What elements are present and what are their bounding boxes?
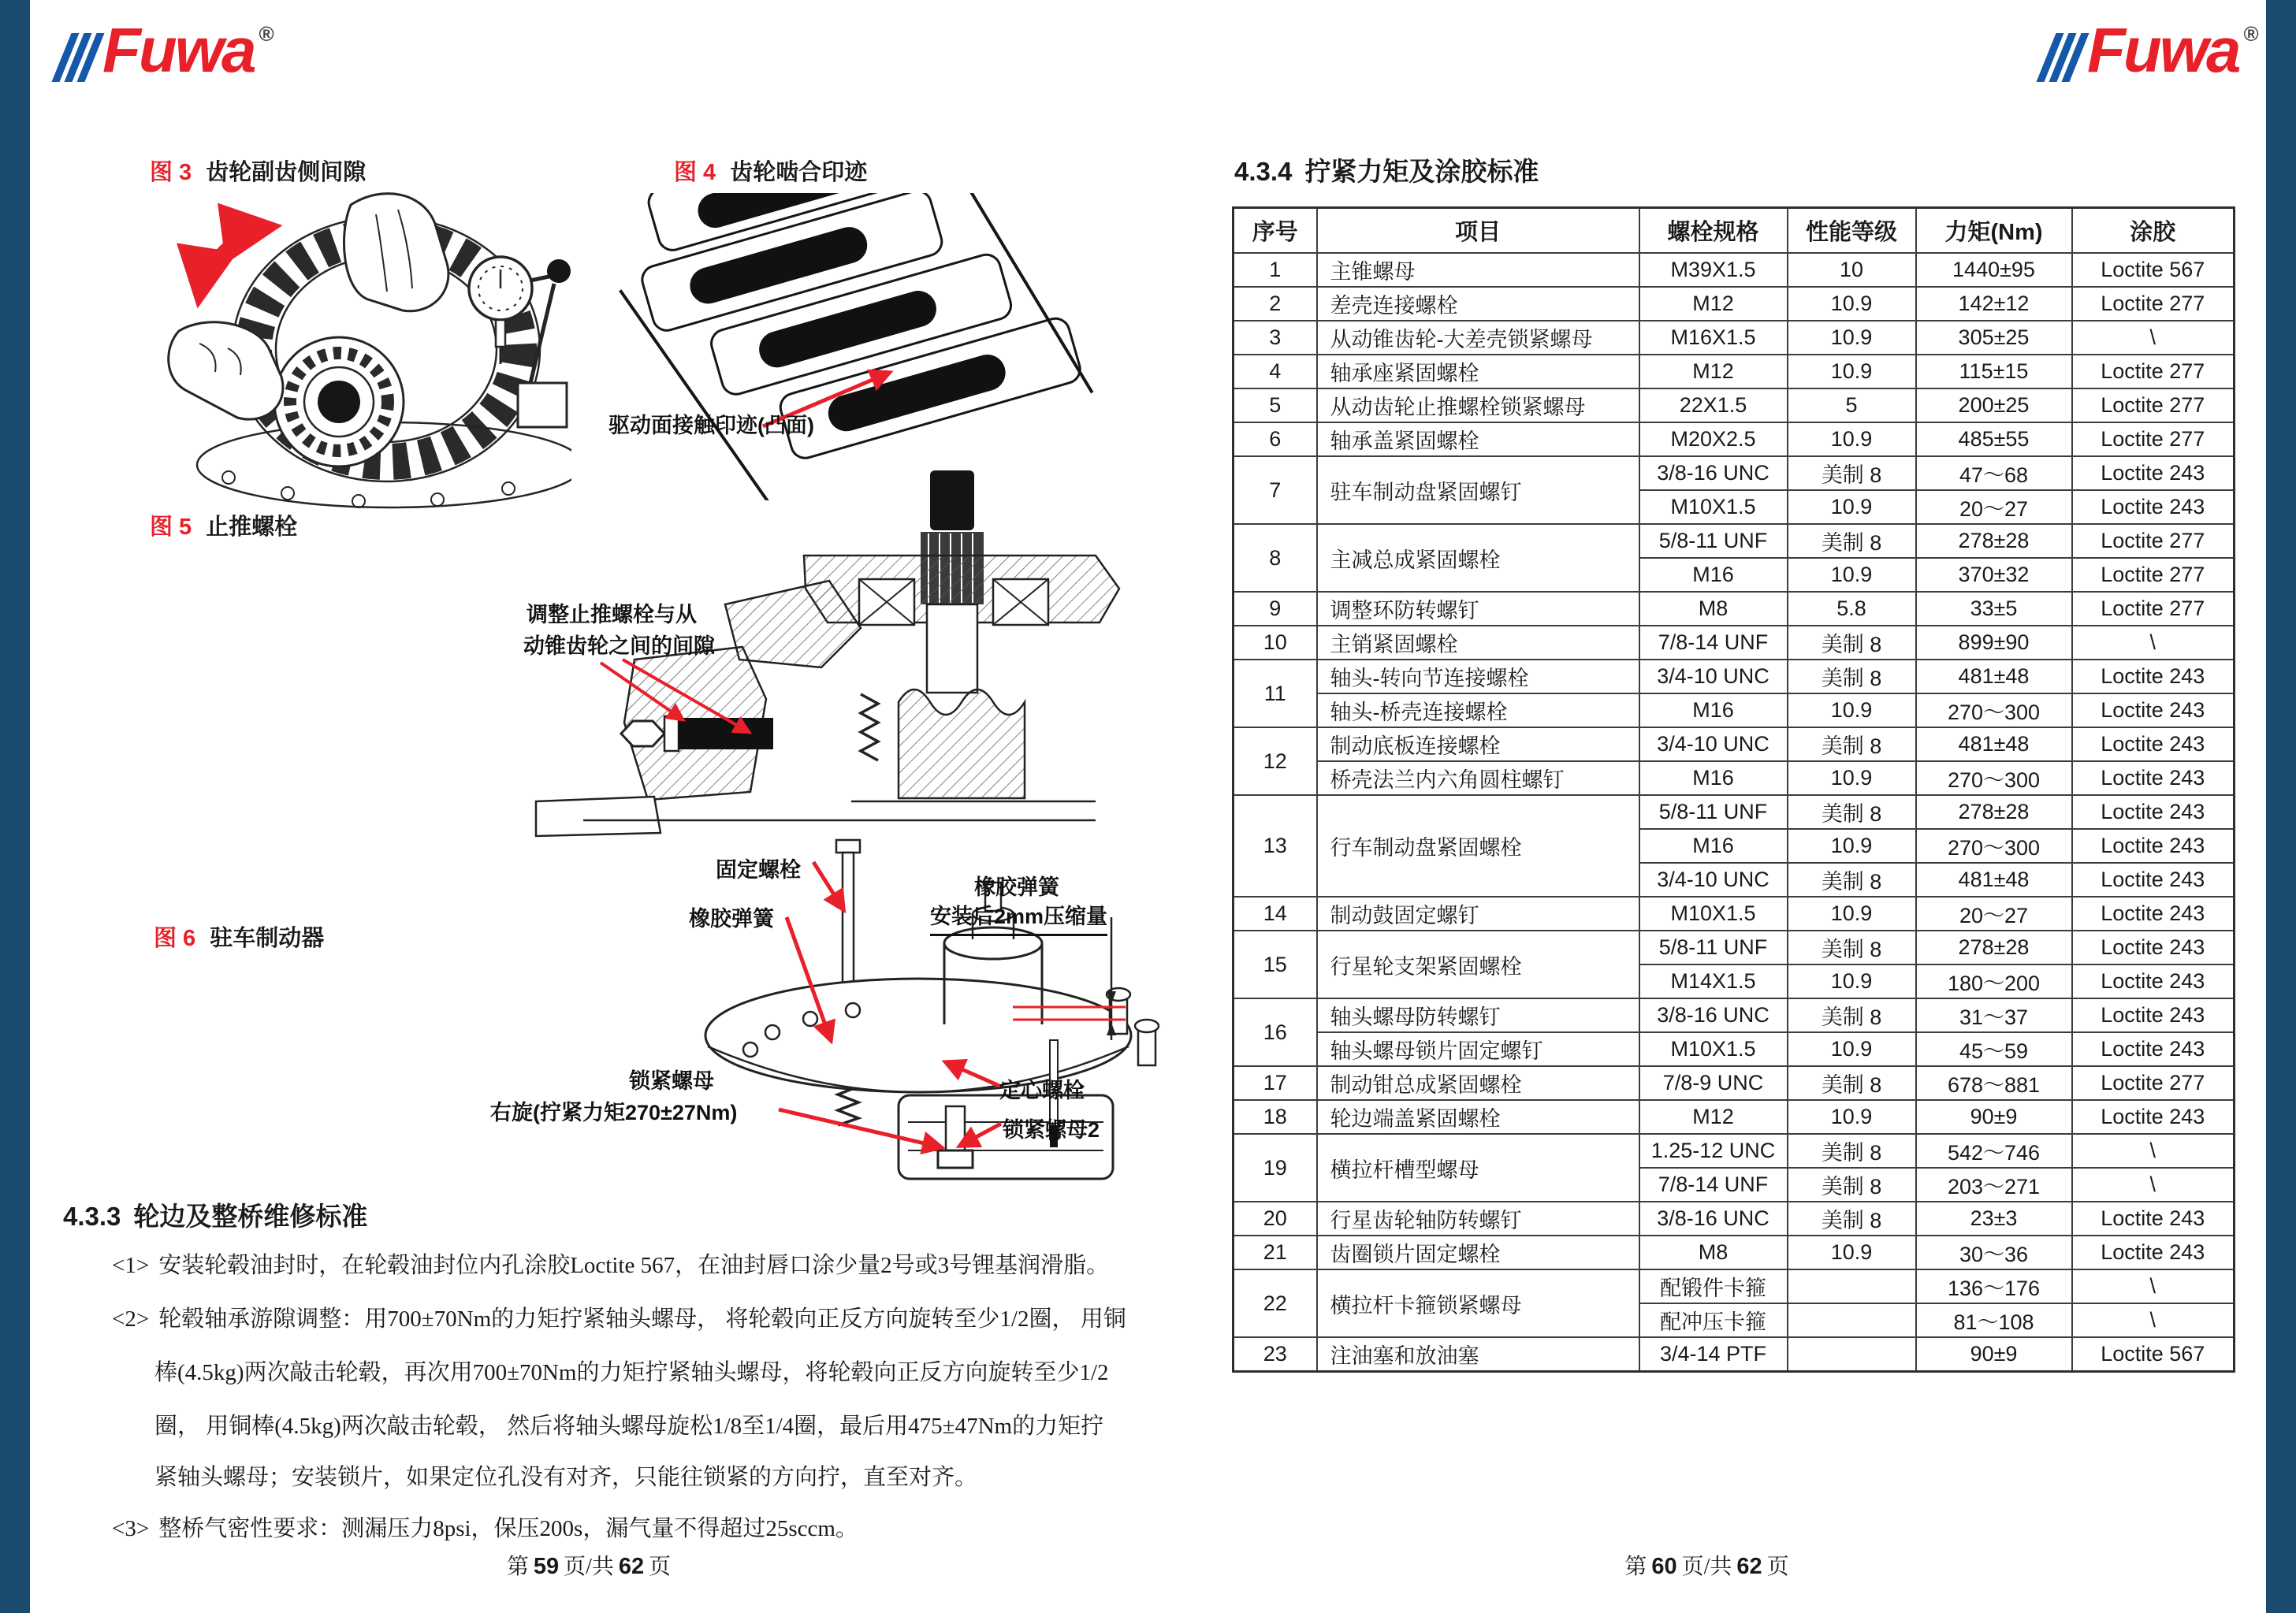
table-cell: 10.9	[1788, 490, 1916, 524]
table-row	[1234, 727, 2235, 761]
table-cell: 485±55	[1916, 422, 2072, 456]
table-cell: M8	[1639, 592, 1788, 626]
table-cell: 美制 8	[1788, 1134, 1916, 1168]
table-cell: \	[2072, 1269, 2235, 1303]
table-cell: 30～36	[1916, 1236, 2072, 1269]
table-cell: 5	[1788, 388, 1916, 422]
table-cell: 3	[1234, 321, 1317, 355]
logo-wordmark: Fuwa	[102, 15, 255, 85]
table-cell: M10X1.5	[1639, 490, 1788, 524]
table-cell: 10.9	[1788, 558, 1916, 592]
table-cell: 行星轮支架紧固螺栓	[1317, 931, 1639, 998]
table-cell: Loctite 277	[2072, 388, 2235, 422]
paragraph-2-line1	[112, 1301, 1126, 1333]
table-row	[1234, 422, 2235, 456]
figure4-caption-text: 齿轮啮合印迹	[730, 160, 868, 185]
table-cell: 1	[1234, 253, 1317, 287]
figure5-tag: 图 5	[150, 515, 192, 540]
table-row	[1234, 388, 2235, 422]
table-cell: 481±48	[1916, 863, 2072, 897]
figure4-caption	[674, 154, 867, 187]
table-cell: 差壳连接螺栓	[1317, 287, 1639, 321]
table-cell: 136～176	[1916, 1269, 2072, 1303]
table-cell: 13	[1234, 795, 1317, 897]
table-cell: Loctite 243	[2072, 1032, 2235, 1066]
figure5-caption	[150, 509, 297, 541]
table-row	[1234, 931, 2235, 964]
table-row	[1234, 1337, 2235, 1372]
table-cell: 美制 8	[1788, 931, 1916, 964]
header-item: 项目	[1317, 208, 1639, 254]
table-cell: 1440±95	[1916, 253, 2072, 287]
table-cell: Loctite 243	[2072, 863, 2235, 897]
figure3-tag: 图 3	[150, 160, 192, 185]
table-cell: M14X1.5	[1639, 964, 1788, 998]
table-row	[1234, 1032, 2235, 1066]
table-cell: 5	[1234, 388, 1317, 422]
section-434-number: 4.3.4	[1234, 157, 1293, 186]
figure6-lock-nut2-label: 锁紧螺母2	[1003, 1118, 1100, 1142]
table-cell: 美制 8	[1788, 1066, 1916, 1100]
table-row	[1234, 1269, 2235, 1303]
figure6-compression-label: 安装后2mm压缩量	[930, 899, 1107, 936]
table-cell: 美制 8	[1788, 626, 1916, 660]
table-cell: M10X1.5	[1639, 897, 1788, 931]
table-cell: 10.9	[1788, 1100, 1916, 1134]
table-cell: 45～59	[1916, 1032, 2072, 1066]
table-cell: 20～27	[1916, 897, 2072, 931]
table-row	[1234, 761, 2235, 795]
table-cell: Loctite 243	[2072, 998, 2235, 1032]
table-cell: 20	[1234, 1202, 1317, 1236]
header-no: 序号	[1234, 208, 1317, 254]
right-total-pages: 62	[1736, 1554, 1762, 1579]
header-spec: 螺栓规格	[1639, 208, 1788, 254]
table-cell: \	[2072, 321, 2235, 355]
table-cell: Loctite 277	[2072, 422, 2235, 456]
figure6-tag: 图 6	[154, 926, 196, 951]
table-cell	[1788, 1303, 1916, 1337]
table-cell: 10.9	[1788, 321, 1916, 355]
left-page-number: 59	[533, 1554, 560, 1579]
table-cell: 542～746	[1916, 1134, 2072, 1168]
table-row	[1234, 626, 2235, 660]
table-cell: 从动锥齿轮-大差壳锁紧螺母	[1317, 321, 1639, 355]
table-cell: 10.9	[1788, 829, 1916, 863]
table-cell: 33±5	[1916, 592, 2072, 626]
table-cell: 115±15	[1916, 355, 2072, 388]
table-cell: 11	[1234, 660, 1317, 727]
table-cell: 3/8-16 UNC	[1639, 456, 1788, 490]
table-row	[1234, 287, 2235, 321]
paragraph-3	[112, 1511, 858, 1543]
table-cell: Loctite 567	[2072, 253, 2235, 287]
table-cell: \	[2072, 1134, 2235, 1168]
paragraph-2-line3: 圈， 用铜棒(4.5kg)两次敲击轮毂， 然后将轴头螺母旋松1/8至1/4圈，最后用475±47Nm的力矩拧	[154, 1414, 1104, 1439]
table-cell: 调整环防转螺钉	[1317, 592, 1639, 626]
table-cell: 配锻件卡箍	[1639, 1269, 1788, 1303]
table-cell: Loctite 243	[2072, 897, 2235, 931]
table-cell: 制动钳总成紧固螺栓	[1317, 1066, 1639, 1100]
table-cell: 10.9	[1788, 1236, 1916, 1269]
table-cell: M16	[1639, 829, 1788, 863]
paragraph-3-text: 整桥气密性要求：测漏压力8psi，保压200s，漏气量不得超过25sccm。	[158, 1516, 858, 1541]
table-cell: 美制 8	[1788, 524, 1916, 558]
table-cell: 7/8-9 UNC	[1639, 1066, 1788, 1100]
table-cell: 7/8-14 UNF	[1639, 1168, 1788, 1202]
table-cell: 齿圈锁片固定螺栓	[1317, 1236, 1639, 1269]
table-cell: 3/4-10 UNC	[1639, 727, 1788, 761]
table-cell: M16	[1639, 693, 1788, 727]
table-cell: 轴头-转向节连接螺栓	[1317, 660, 1639, 693]
table-cell: 81～108	[1916, 1303, 2072, 1337]
figure4-tag: 图 4	[674, 160, 716, 185]
header-glue: 涂胶	[2072, 208, 2235, 254]
table-cell: Loctite 277	[2072, 1066, 2235, 1100]
table-cell: Loctite 277	[2072, 592, 2235, 626]
table-cell: Loctite 277	[2072, 355, 2235, 388]
table-cell: 370±32	[1916, 558, 2072, 592]
table-cell: 轴头螺母防转螺钉	[1317, 998, 1639, 1032]
table-cell: 横拉杆槽型螺母	[1317, 1134, 1639, 1202]
table-cell: Loctite 243	[2072, 931, 2235, 964]
table-cell: 10.9	[1788, 422, 1916, 456]
table-cell: 481±48	[1916, 727, 2072, 761]
table-cell: 行星齿轮轴防转螺钉	[1317, 1202, 1639, 1236]
table-cell: 19	[1234, 1134, 1317, 1202]
table-cell: 899±90	[1916, 626, 2072, 660]
table-cell: 10.9	[1788, 761, 1916, 795]
table-cell: Loctite 243	[2072, 1236, 2235, 1269]
header-torque: 力矩(Nm)	[1916, 208, 2072, 254]
logo-wordmark: Fuwa	[2087, 15, 2239, 85]
table-cell: Loctite 277	[2072, 287, 2235, 321]
table-cell: 美制 8	[1788, 660, 1916, 693]
table-cell: 横拉杆卡箍锁紧螺母	[1317, 1269, 1639, 1337]
table-cell: 678～881	[1916, 1066, 2072, 1100]
table-cell: 2	[1234, 287, 1317, 321]
paragraph-1-text: 安装轮毂油封时，在轮毂油封位内孔涂胶Loctite 567，在油封唇口涂少量2号或3号锂基润滑脂。	[158, 1253, 1110, 1278]
table-cell: 200±25	[1916, 388, 2072, 422]
table-cell: 270～300	[1916, 693, 2072, 727]
table-row	[1234, 1134, 2235, 1168]
table-cell: 1.25-12 UNC	[1639, 1134, 1788, 1168]
table-cell: Loctite 243	[2072, 1202, 2235, 1236]
table-row	[1234, 355, 2235, 388]
table-cell: 12	[1234, 727, 1317, 795]
table-cell: 桥壳法兰内六角圆柱螺钉	[1317, 761, 1639, 795]
table-cell: 行车制动盘紧固螺栓	[1317, 795, 1639, 897]
table-cell: 180～200	[1916, 964, 2072, 998]
table-cell: 美制 8	[1788, 727, 1916, 761]
table-cell: 美制 8	[1788, 1202, 1916, 1236]
table-cell: 10.9	[1788, 964, 1916, 998]
registered-mark: ®	[259, 22, 274, 46]
paragraph-3-marker: <3>	[112, 1516, 150, 1541]
figure6-caption-text: 驻车制动器	[210, 926, 325, 951]
right-page-number: 60	[1651, 1554, 1677, 1579]
table-cell: 17	[1234, 1066, 1317, 1100]
table-cell: 5.8	[1788, 592, 1916, 626]
table-cell: Loctite 243	[2072, 795, 2235, 829]
table-cell: Loctite 243	[2072, 964, 2235, 998]
table-cell: 90±9	[1916, 1100, 2072, 1134]
table-cell: 278±28	[1916, 795, 2072, 829]
figure4-drawing	[552, 193, 1139, 500]
table-cell: 23±3	[1916, 1202, 2072, 1236]
table-cell: 轴承盖紧固螺栓	[1317, 422, 1639, 456]
table-row	[1234, 795, 2235, 829]
section-433-number: 4.3.3	[63, 1202, 121, 1231]
table-cell: Loctite 243	[2072, 761, 2235, 795]
figure5-caption-text: 止推螺栓	[206, 515, 298, 540]
table-cell	[1788, 1269, 1916, 1303]
table-header-row	[1234, 208, 2235, 254]
header-grade: 性能等级	[1788, 208, 1916, 254]
table-row	[1234, 693, 2235, 727]
figure6-caption	[154, 920, 324, 953]
table-cell: \	[2072, 1303, 2235, 1337]
registered-mark: ®	[2243, 22, 2259, 46]
table-cell: 美制 8	[1788, 863, 1916, 897]
table-cell: M12	[1639, 287, 1788, 321]
table-cell: 21	[1234, 1236, 1317, 1269]
paragraph-2-line4: 紧轴头螺母；安装锁片，如果定位孔没有对齐，只能往锁紧的方向拧，直至对齐。	[154, 1465, 978, 1490]
torque-table-body	[1234, 253, 2235, 1372]
table-cell: 5/8-11 UNF	[1639, 524, 1788, 558]
table-cell: Loctite 277	[2072, 524, 2235, 558]
figure6-centering-bolt-label: 定心螺栓	[999, 1079, 1085, 1102]
table-cell: 10.9	[1788, 693, 1916, 727]
table-cell: 8	[1234, 524, 1317, 592]
table-cell: 注油塞和放油塞	[1317, 1337, 1639, 1372]
table-cell: \	[2072, 626, 2235, 660]
table-cell: 278±28	[1916, 524, 2072, 558]
right-page-edge-bar	[2266, 0, 2296, 1613]
section-433-heading	[63, 1196, 367, 1233]
table-cell: 轴头-桥壳连接螺栓	[1317, 693, 1639, 727]
table-cell: M16X1.5	[1639, 321, 1788, 355]
table-row	[1234, 1202, 2235, 1236]
fuwa-logo	[61, 15, 274, 85]
right-page-footer: 第 60 页/共 62 页	[1624, 1554, 1789, 1579]
table-cell: Loctite 243	[2072, 490, 2235, 524]
table-cell: 制动鼓固定螺钉	[1317, 897, 1639, 931]
table-cell: 轴承座紧固螺栓	[1317, 355, 1639, 388]
table-cell: 轮边端盖紧固螺栓	[1317, 1100, 1639, 1134]
table-row	[1234, 524, 2235, 558]
table-cell: 481±48	[1916, 660, 2072, 693]
figure6-drawing	[489, 837, 1198, 1207]
section-433-title: 轮边及整桥维修标准	[133, 1202, 368, 1231]
table-row	[1234, 592, 2235, 626]
paragraph-2-line2: 棒(4.5kg)两次敲击轮毂，再次用700±70Nm的力矩拧紧轴头螺母，将轮毂向正反方向旋转至少1/2	[154, 1360, 1109, 1385]
table-cell: Loctite 243	[2072, 727, 2235, 761]
table-cell: 47～68	[1916, 456, 2072, 490]
table-cell: 3/4-10 UNC	[1639, 863, 1788, 897]
paragraph-1	[112, 1247, 1109, 1280]
table-cell: 从动齿轮止推螺栓锁紧螺母	[1317, 388, 1639, 422]
table-cell: 美制 8	[1788, 456, 1916, 490]
table-cell: M39X1.5	[1639, 253, 1788, 287]
table-cell: 轴头螺母锁片固定螺钉	[1317, 1032, 1639, 1066]
table-cell: 5/8-11 UNF	[1639, 931, 1788, 964]
table-cell: M12	[1639, 355, 1788, 388]
table-cell: M16	[1639, 761, 1788, 795]
table-cell: 3/8-16 UNC	[1639, 998, 1788, 1032]
table-cell: 3/4-14 PTF	[1639, 1337, 1788, 1372]
table-cell: M10X1.5	[1639, 1032, 1788, 1066]
table-cell: 4	[1234, 355, 1317, 388]
left-total-pages: 62	[618, 1554, 645, 1579]
table-cell: 美制 8	[1788, 1168, 1916, 1202]
table-row	[1234, 253, 2235, 287]
table-cell: 20～27	[1916, 490, 2072, 524]
fuwa-logo-right	[2046, 15, 2259, 85]
table-cell: 美制 8	[1788, 998, 1916, 1032]
table-cell: 6	[1234, 422, 1317, 456]
figure4-contact-label: 驱动面接触印迹(凸面)	[608, 414, 814, 437]
table-cell: 14	[1234, 897, 1317, 931]
figure3-caption-text: 齿轮副齿侧间隙	[206, 160, 367, 185]
table-cell: 31～37	[1916, 998, 2072, 1032]
table-row	[1234, 1100, 2235, 1134]
figure3-caption	[150, 154, 366, 187]
table-cell: Loctite 277	[2072, 558, 2235, 592]
table-cell: 制动底板连接螺栓	[1317, 727, 1639, 761]
table-cell: 主锥螺母	[1317, 253, 1639, 287]
table-cell: Loctite 243	[2072, 693, 2235, 727]
table-cell	[1788, 1337, 1916, 1372]
table-row	[1234, 456, 2235, 490]
table-cell: 驻车制动盘紧固螺钉	[1317, 456, 1639, 524]
table-cell: 90±9	[1916, 1337, 2072, 1372]
table-cell: \	[2072, 1168, 2235, 1202]
table-cell: 10.9	[1788, 897, 1916, 931]
table-cell: Loctite 243	[2072, 1100, 2235, 1134]
table-cell: Loctite 243	[2072, 660, 2235, 693]
left-page-edge-bar	[0, 0, 30, 1613]
table-row	[1234, 897, 2235, 931]
table-cell: 270～300	[1916, 829, 2072, 863]
section-434-heading	[1234, 151, 1539, 188]
table-cell: 16	[1234, 998, 1317, 1066]
paragraph-1-marker: <1>	[112, 1253, 150, 1278]
table-cell: 7/8-14 UNF	[1639, 626, 1788, 660]
table-cell: M8	[1639, 1236, 1788, 1269]
left-page-footer: 第 59 页/共 62 页	[506, 1554, 672, 1579]
table-cell: Loctite 243	[2072, 456, 2235, 490]
table-row	[1234, 998, 2235, 1032]
table-cell: 305±25	[1916, 321, 2072, 355]
table-cell: 10	[1234, 626, 1317, 660]
table-cell: 配冲压卡箍	[1639, 1303, 1788, 1337]
table-cell: 7	[1234, 456, 1317, 524]
table-cell: 270～300	[1916, 761, 2072, 795]
figure6-rubber-spring-right-label: 橡胶弹簧	[974, 875, 1059, 899]
table-cell: 18	[1234, 1100, 1317, 1134]
table-cell: 9	[1234, 592, 1317, 626]
table-cell: 3/4-10 UNC	[1639, 660, 1788, 693]
table-row	[1234, 660, 2235, 693]
table-cell: 3/8-16 UNC	[1639, 1202, 1788, 1236]
figure6-rubber-spring-left-label: 橡胶弹簧	[689, 907, 774, 931]
table-row	[1234, 1236, 2235, 1269]
table-cell: Loctite 567	[2072, 1337, 2235, 1372]
table-row	[1234, 1066, 2235, 1100]
table-cell: Loctite 243	[2072, 829, 2235, 863]
paragraph-2-text1: 轮毂轴承游隙调整：用700±70Nm的力矩拧紧轴头螺母， 将轮毂向正反方向旋转至少1/2圈， 用铜	[158, 1306, 1126, 1332]
figure5-adjust-label-line1: 调整止推螺栓与从	[527, 603, 697, 626]
table-cell: 10.9	[1788, 1032, 1916, 1066]
table-cell: M16	[1639, 558, 1788, 592]
table-cell: 23	[1234, 1337, 1317, 1372]
figure5-adjust-label-line2: 动锥齿轮之间的间隙	[523, 634, 715, 658]
table-cell: 10.9	[1788, 355, 1916, 388]
table-row	[1234, 321, 2235, 355]
table-cell: 15	[1234, 931, 1317, 998]
table-cell: 美制 8	[1788, 795, 1916, 829]
logo-stripes-icon	[2046, 33, 2079, 82]
table-cell: 主销紧固螺栓	[1317, 626, 1639, 660]
figure6-fixing-bolt-label: 固定螺栓	[716, 858, 801, 882]
paragraph-2-marker: <2>	[112, 1306, 150, 1332]
table-cell: 主减总成紧固螺栓	[1317, 524, 1639, 592]
section-434-title: 拧紧力矩及涂胶标准	[1304, 157, 1539, 186]
table-cell: 5/8-11 UNF	[1639, 795, 1788, 829]
table-cell: 22	[1234, 1269, 1317, 1337]
table-cell: 278±28	[1916, 931, 2072, 964]
table-cell: 142±12	[1916, 287, 2072, 321]
figure6-lock-nut-label: 锁紧螺母	[629, 1069, 714, 1093]
table-cell: M20X2.5	[1639, 422, 1788, 456]
torque-table	[1232, 206, 2235, 1373]
figure6-right-turn-label: 右旋(拧紧力矩270±27Nm)	[490, 1101, 738, 1124]
logo-stripes-icon	[61, 33, 95, 82]
table-cell: 10.9	[1788, 287, 1916, 321]
table-cell: 22X1.5	[1639, 388, 1788, 422]
table-cell: 203～271	[1916, 1168, 2072, 1202]
table-cell: M12	[1639, 1100, 1788, 1134]
table-cell: 10	[1788, 253, 1916, 287]
